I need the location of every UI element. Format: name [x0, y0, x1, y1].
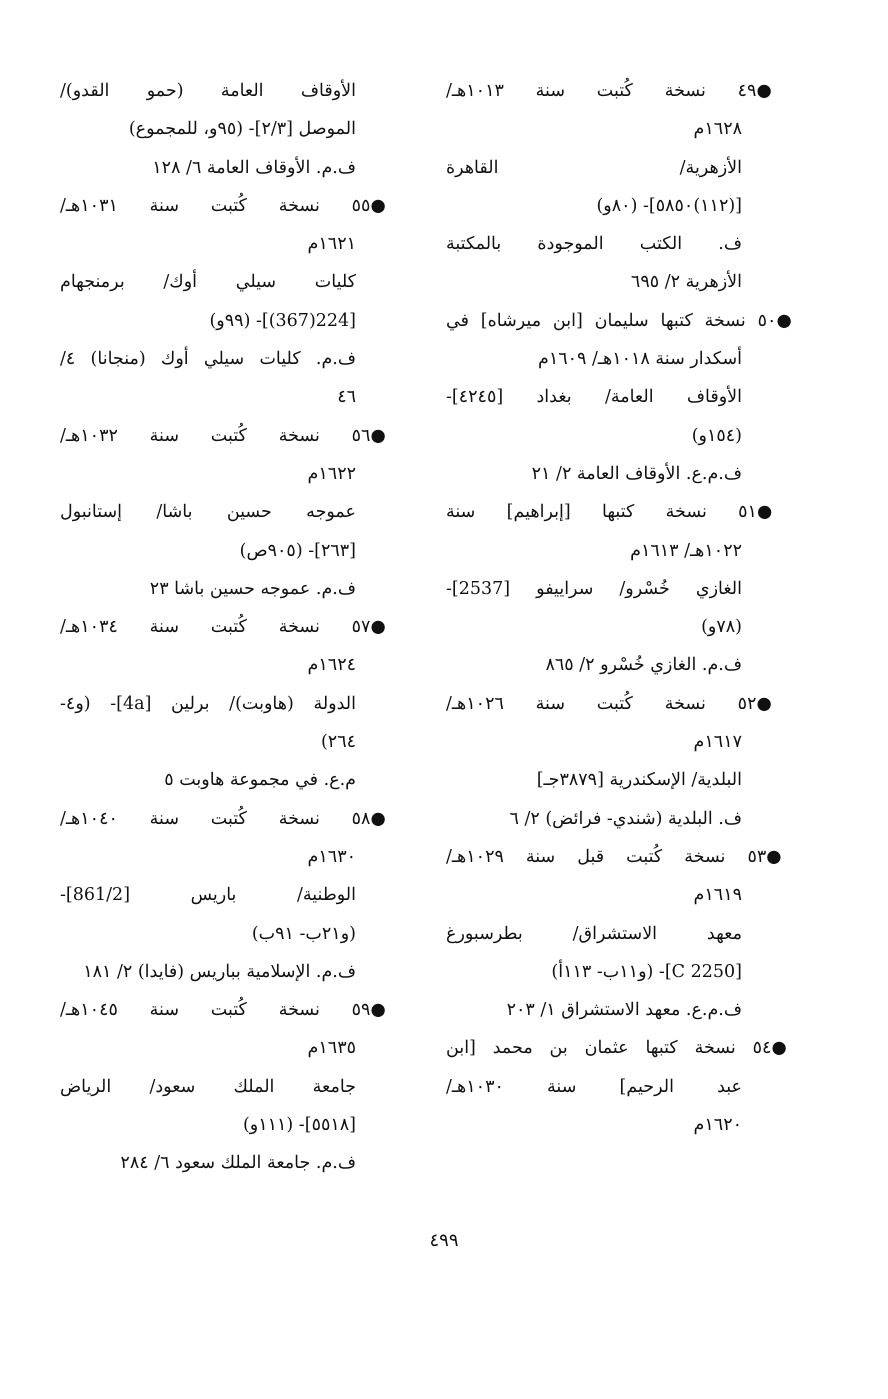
text-line: [(١١٢)٥٨٥٠]- (٨٠و) [596, 195, 742, 216]
text-line: الأوقاف العامة (حمو القدو)/ [60, 81, 356, 101]
text-line: ١٦٣٥م [307, 1038, 356, 1059]
text-line: ١٦٢٨م [693, 119, 742, 140]
text-line: (و٢١ب- ٩١ب) [251, 923, 356, 944]
text-line: ١٦٣٠م [307, 846, 356, 867]
text-line: ١٠٢٢هـ/ ١٦١٣م [630, 540, 742, 561]
text-line: ف.م. عموجه حسين باشا ٢٣ [149, 578, 356, 599]
text-line: معهد الاستشراق/ بطرسبورغ [446, 923, 742, 944]
page-number: ٤٩٩ [429, 1230, 459, 1251]
text-line: (٧٨و) [701, 617, 742, 638]
text-line: الغازي خُسْرو/ سراييفو [2537]- [446, 578, 742, 599]
text-line: ●٥٥ نسخة كُتبت سنة ١٠٣١هـ/ [60, 195, 412, 216]
text-line: الوطنية/ باريس [861/2]- [60, 885, 356, 906]
text-line: [224(367)]- (٩٩و) [209, 310, 356, 331]
text-line: ف.م. جامعة الملك سعود ٦/ ٢٨٤ [120, 1153, 356, 1174]
text-line: الأزهرية/ القاهرة [446, 157, 742, 178]
text-line: الأزهرية ٢/ ٦٩٥ [630, 272, 742, 293]
text-line: البلدية/ الإسكندرية [٣٨٧٩جـ] [536, 770, 742, 791]
text-line: الموصل [٢/٣]- (٩٥و، للمجموع) [128, 119, 356, 140]
text-line: [C 2250]- (و١١ب- ١١٣أ) [551, 961, 742, 982]
text-line: ف.م. الأوقاف العامة ٦/ ١٢٨ [152, 157, 356, 178]
text-line: ف. الكتب الموجودة بالمكتبة [446, 234, 742, 255]
text-line: ●٥٧ نسخة كُتبت سنة ١٠٣٤هـ/ [60, 617, 412, 638]
text-line: ●٥٨ نسخة كُتبت سنة ١٠٤٠هـ/ [60, 808, 412, 829]
text-line: [٥٥١٨]- (١١١و) [242, 1115, 356, 1136]
text-line: ف.م. الإسلامية بباريس (فايدا) ٢/ ١٨١ [83, 961, 356, 982]
text-line: [٢٦٣]- (٩٠٥ص) [239, 540, 356, 561]
text-line: ●٤٩ نسخة كُتبت سنة ١٠١٣هـ/ [446, 81, 798, 101]
text-line: ١٦٢٠م [693, 1115, 742, 1136]
text-line: أسكدار سنة ١٠١٨هـ/ ١٦٠٩م [537, 349, 742, 370]
text-line: ف.م. الغازي خُسْرو ٢/ ٨٦٥ [545, 655, 742, 676]
text-line: ف.م.ع. معهد الاستشراق ١/ ٢٠٣ [506, 1000, 742, 1021]
text-line: جامعة الملك سعود/ الرياض [60, 1076, 356, 1097]
text-line: كليات سيلي أوك/ برمنجهام [60, 272, 356, 293]
text-line: (١٥٤و) [691, 425, 742, 446]
text-line: ●٥٩ نسخة كُتبت سنة ١٠٤٥هـ/ [60, 1000, 412, 1021]
text-line: ف.م. كليات سيلي أوك (منجانا) ٤/ [60, 349, 356, 370]
text-line: عبد الرحيم] سنة ١٠٣٠هـ/ [446, 1076, 742, 1097]
text-line: ●٥١ نسخة كتبها [إبراهيم] سنة [446, 502, 798, 523]
text-line: م.ع. في مجموعة هاوبت ٥ [164, 770, 356, 791]
text-line: ٤٦ [337, 387, 356, 408]
text-line: عموجه حسين باشا/ إستانبول [60, 502, 356, 523]
left-column [60, 72, 412, 1183]
text-line: ف. البلدية (شندي- فرائض) ٢/ ٦ [509, 808, 742, 829]
text-line: ف.م.ع. الأوقاف العامة ٢/ ٢١ [531, 463, 742, 484]
text-line: الدولة (هاوبت)/ برلين [4a]- (و٤- [60, 693, 356, 714]
text-line: ١٦٢٤م [307, 655, 356, 676]
text-line: ١٦٢٢م [307, 463, 356, 484]
text-line: ●٥٠ نسخة كتبها سليمان [ابن ميرشاه] في [446, 310, 798, 331]
text-line: ١٦١٩م [693, 885, 742, 906]
text-line: ١٦٢١م [307, 234, 356, 255]
right-column [446, 72, 798, 1144]
text-line: ●٥٢ نسخة كُتبت سنة ١٠٢٦هـ/ [446, 693, 798, 714]
text-line: ●٥٣ نسخة كُتبت قبل سنة ١٠٢٩هـ/ [446, 846, 798, 867]
text-line: الأوقاف العامة/ بغداد [٤٢٤٥]- [446, 387, 742, 408]
text-line: ١٦١٧م [693, 732, 742, 753]
text-line: ●٥٦ نسخة كُتبت سنة ١٠٣٢هـ/ [60, 425, 412, 446]
text-line: ٢٦٤) [320, 732, 356, 753]
text-line: ●٥٤ نسخة كتبها عثمان بن محمد [ابن [446, 1038, 798, 1059]
